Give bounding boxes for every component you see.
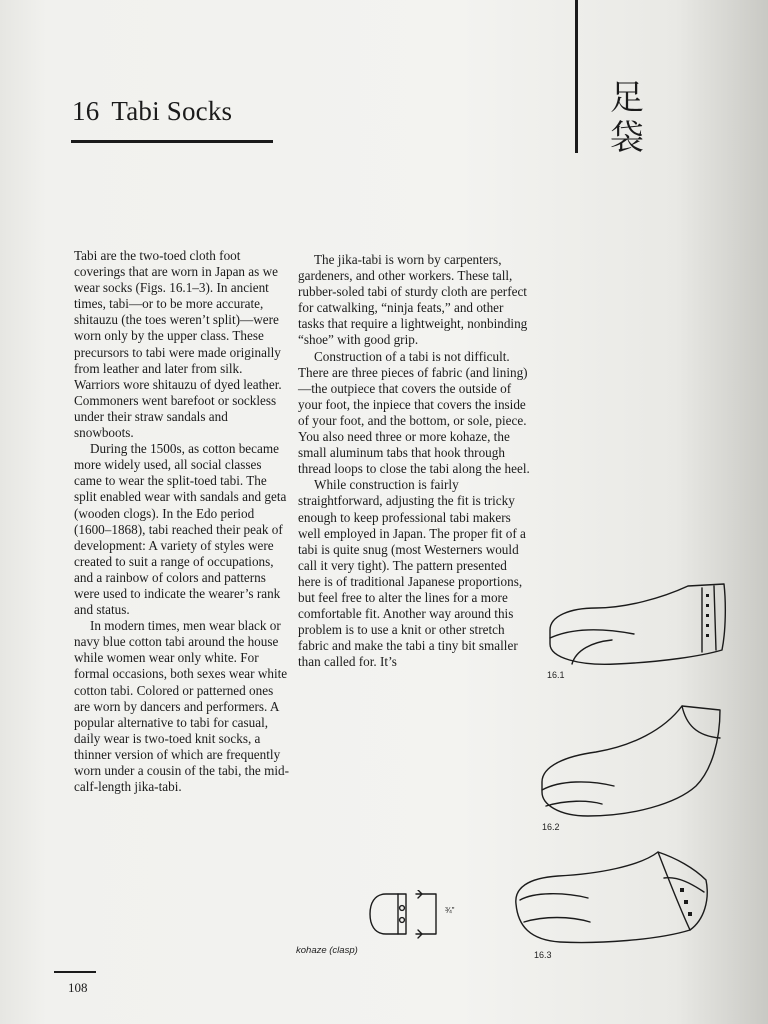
chapter-title <box>72 96 232 127</box>
kanji-heading <box>610 78 654 158</box>
page-number: 108 <box>68 980 88 995</box>
figure-16-2-tabi-drawing <box>536 700 726 820</box>
paragraph: Tabi are the two-toed cloth foot coverings that are worn in Japan as we wear socks (Figs. 16.1–3). In ancient times, tabi—or to be more accurate, shitauzu (the toes weren’t split)—were worn only by the upper class. These precursors to tabi were made originally from leather and later from silk. Warriors wore shitauzu of dyed leather. Commoners went barefoot or sockless under their straw sandals and snowboots. <box>74 248 282 441</box>
figure-16-1-label: 16.1 <box>547 670 565 680</box>
margin-vertical-rule <box>575 0 578 153</box>
title-underline <box>71 140 273 143</box>
text-column-right <box>298 252 530 670</box>
kanji-char: 足 <box>610 78 644 118</box>
kanji-char: 袋 <box>610 118 644 158</box>
footer-rule <box>54 971 96 973</box>
paragraph: The jika-tabi is worn by carpenters, gardeners, and other workers. These tall, rubber-soled tabi of sturdy cloth are perfect for catwalking, “ninja feats,” and other tasks that require a lightweight, nonbinding “shoe” with good grip. <box>298 252 528 348</box>
chapter-title-text: Tabi Socks <box>111 96 233 126</box>
kohaze-caption: kohaze (clasp) <box>296 945 358 956</box>
figure-16-3-label: 16.3 <box>534 950 552 960</box>
paragraph: Construction of a tabi is not difficult. There are three pieces of fabric (and lining)—the outpiece that covers the outside of your foot, the inpiece that covers the inside of your foot, and the bottom, or sole, piece. You also need three or more kohaze, the small aluminum tabs that hook through thread loops to close the tabi along the heel. <box>298 348 530 477</box>
figure-16-2-label: 16.2 <box>542 822 560 832</box>
paragraph: During the 1500s, as cotton became more widely used, all social classes came to wear the split-toed tabi. The split enabled wear with sandals and geta (wooden clogs). In the Edo period (1600–1868), tabi reached their peak of development: A variety of styles were created to suit a range of occupations, and a rainbow of colors and patterns were used to indicate the wearer’s rank and status. <box>74 441 287 618</box>
figure-16-3-tabi-drawing <box>508 848 714 946</box>
paragraph: While construction is fairly straightforward, adjusting the fit is tricky enough to keep professional tabi makers well employed in Japan. The proper fit of a tabi is quite snug (most Westerners would call it very tight). The pattern presented here is of traditional Japanese proportions, but feel free to alter the lines for a more comfortable fit. Another way around this problem is to use a knit or other stretch fabric and make the tabi a tiny bit smaller than called for. It’s <box>298 477 526 670</box>
chapter-number: 16 <box>72 96 100 126</box>
paragraph: In modern times, men wear black or navy blue cotton tabi around the house while women wear only white. For formal occasions, both sexes wear white cotton tabi. Colored or patterned ones are worn by dancers and performers. A popular alternative to tabi for casual, daily wear is two-toed knit socks, a thinner version of which are frequently worn under a cousin of the tabi, the mid-calf-length jika-tabi. <box>74 618 289 795</box>
figure-16-1-tabi-drawing <box>542 578 738 670</box>
kohaze-clasp-drawing <box>366 890 442 940</box>
text-column-left <box>74 248 290 795</box>
kohaze-dimension-label: ¾" <box>445 906 455 915</box>
